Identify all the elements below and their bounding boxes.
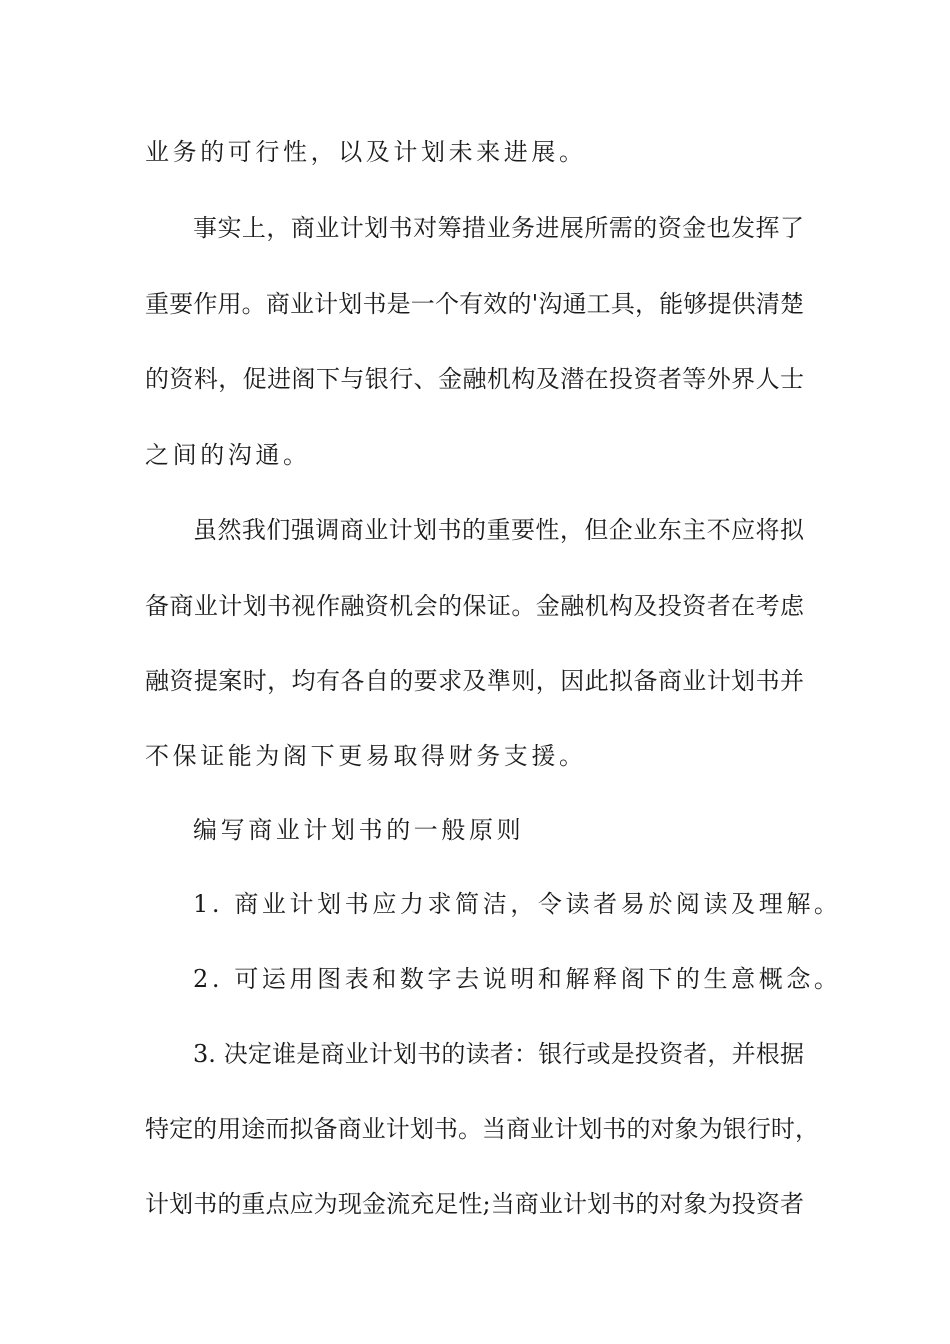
text-line: 不保证能为阁下更易取得财务支援。 (145, 742, 587, 770)
text-line: 之间的沟通。 (145, 441, 311, 469)
list-item: 2. 可运用图表和数字去说明和解释阁下的生意概念。 (193, 965, 842, 993)
text-line: 特定的用途而拟备商业计划书。当商业计划书的对象为银行时， (145, 1115, 819, 1143)
list-item: 1. 商业计划书应力求简洁，令读者易於阅读及理解。 (193, 890, 842, 918)
list-item: 3. 决定谁是商业计划书的读者：银行或是投资者，并根据 (193, 1040, 804, 1068)
text-line: 的资料，促进阁下与银行、金融机构及潜在投资者等外界人士 (145, 365, 804, 393)
text-line: 融资提案时，均有各自的要求及準则，因此拟备商业计划书并 (145, 667, 804, 695)
text-line: 业务的可行性，以及计划未来进展。 (145, 138, 587, 166)
text-line: 计划书的重点应为现金流充足性;当商业计划书的对象为投资者 (145, 1190, 804, 1218)
text-line: 事实上，商业计划书对筹措业务进展所需的资金也发挥了 (193, 214, 804, 242)
text-line: 重要作用。商业计划书是一个有效的'沟通工具，能够提供清楚 (145, 290, 804, 318)
text-line: 虽然我们强调商业计划书的重要性，但企业东主不应将拟 (193, 516, 804, 544)
text-line: 备商业计划书视作融资机会的保证。金融机构及投资者在考虑 (145, 592, 804, 620)
section-heading: 编写商业计划书的一般原则 (193, 816, 525, 844)
